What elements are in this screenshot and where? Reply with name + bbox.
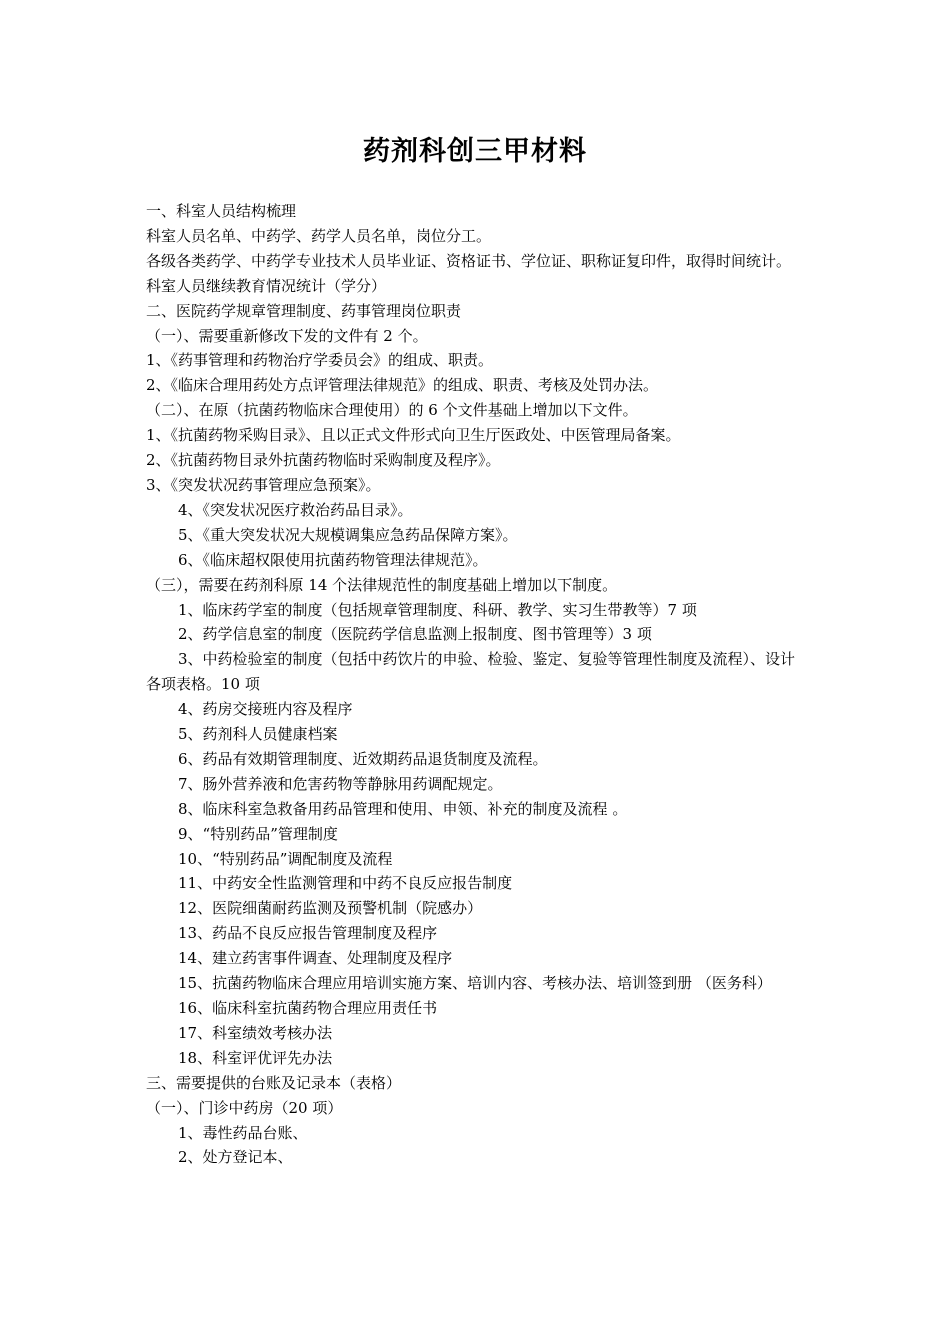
text-line: （一）、需要重新修改下发的文件有 2 个。: [146, 326, 428, 345]
text-line: 1、毒性药品台账、: [178, 1123, 308, 1142]
text-line: 6、药品有效期管理制度、近效期药品退货制度及流程。: [178, 749, 548, 768]
document-title: 药剂科创三甲材料: [363, 136, 587, 167]
text-line: 1、《药事管理和药物治疗学委员会》的组成、职责。: [146, 351, 494, 370]
text-line: 9、“特别药品”管理制度: [178, 824, 338, 843]
text-line: 2、《临床合理用药处方点评管理法律规范》的组成、职责、考核及处罚办法。: [146, 376, 659, 395]
text-line: 13、药品不良反应报告管理制度及程序: [178, 924, 438, 943]
text-line: 3、《突发状况药事管理应急预案》。: [146, 475, 381, 494]
text-line: 2、处方登记本、: [178, 1148, 293, 1167]
text-line: 科室人员名单、中药学、药学人员名单，岗位分工。: [146, 226, 492, 245]
text-line: 2、药学信息室的制度（医院药学信息监测上报制度、图书管理等）3 项: [178, 625, 652, 644]
text-line: 4、《突发状况医疗救治药品目录》。: [178, 500, 413, 519]
text-line: （一）、门诊中药房（20 项）: [146, 1098, 343, 1117]
text-line: 4、药房交接班内容及程序: [178, 700, 353, 719]
text-line: 8、临床科室急救备用药品管理和使用、申领、补充的制度及流程 。: [178, 799, 628, 818]
text-line: 12、医院细菌耐药监测及预警机制（院感办）: [178, 899, 483, 918]
text-line: 一、科室人员结构梳理: [146, 202, 297, 220]
text-line: 14、建立药害事件调查、处理制度及程序: [178, 949, 453, 968]
text-line: 5、药剂科人员健康档案: [178, 725, 338, 744]
text-line: 三、需要提供的台账及记录本（表格）: [146, 1073, 402, 1092]
text-line: 1、《抗菌药物采购目录》、且以正式文件形式向卫生厅医政处、中医管理局备案。: [146, 426, 681, 445]
text-line: 11、中药安全性监测管理和中药不良反应报告制度: [178, 874, 513, 893]
text-line: （三），需要在药剂科原 14 个法律规范性的制度基础上增加以下制度。: [146, 575, 618, 594]
text-line: 10、“特别药品”调配制度及流程: [178, 849, 393, 868]
text-line: 6、《临床超权限使用抗菌药物管理法律规范》。: [178, 550, 488, 569]
text-line: 各级各类药学、中药学专业技术人员毕业证、资格证书、学位证、职称证复印件，取得时间统计。: [146, 251, 792, 270]
text-line: 二、医院药学规章管理制度、药事管理岗位职责: [146, 301, 462, 320]
text-line: 15、抗菌药物临床合理应用培训实施方案、培训内容、考核办法、培训签到册 （医务科）: [178, 974, 772, 993]
text-line: 17、科室绩效考核办法: [178, 1023, 333, 1042]
text-line: 5、《重大突发状况大规模调集应急药品保障方案》。: [178, 525, 518, 544]
text-line: 科室人员继续教育情况统计（学分）: [146, 276, 387, 295]
text-line: 3、中药检验室的制度（包括中药饮片的申验、检验、鉴定、复验等管理性制度及流程）、设计各项表格。10 项: [146, 650, 796, 694]
text-line: 18、科室评优评先办法: [178, 1048, 333, 1067]
text-line: 2、《抗菌药物目录外抗菌药物临时采购制度及程序》。: [146, 451, 501, 470]
text-line: 7、肠外营养液和危害药物等静脉用药调配规定。: [178, 774, 503, 793]
text-line: （二）、在原（抗菌药物临床合理使用）的 6 个文件基础上增加以下文件。: [146, 401, 638, 420]
text-line: 16、临床科室抗菌药物合理应用责任书: [178, 999, 438, 1017]
document-body: [146, 199, 810, 1170]
text-line: 1、临床药学室的制度（包括规章管理制度、科研、教学、实习生带教等）7 项: [178, 600, 697, 619]
